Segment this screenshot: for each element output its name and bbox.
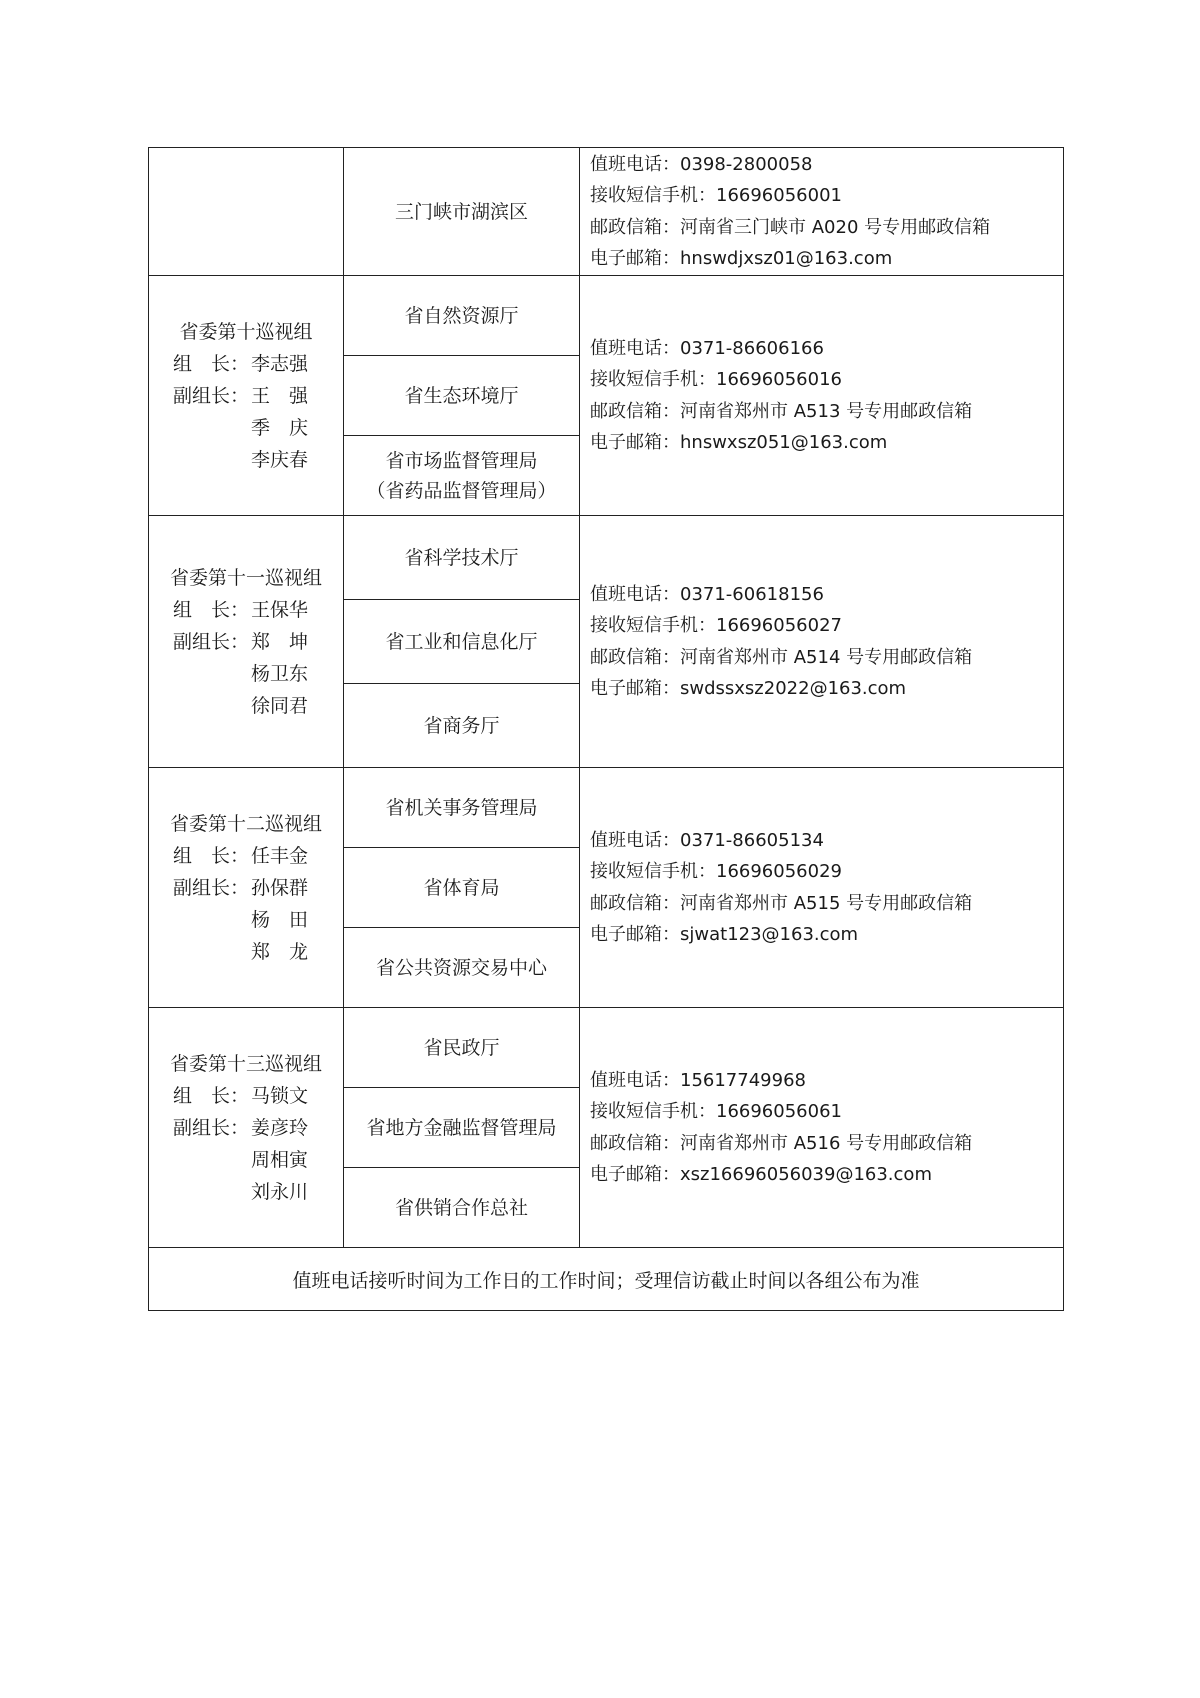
email-line xyxy=(590,673,1063,705)
duty-phone-label: 值班电话： xyxy=(590,153,680,175)
email-value: hnswxsz051@163.com xyxy=(680,432,888,453)
duty-phone-value: 0371-86605134 xyxy=(680,829,824,851)
sms-phone-label: 接收短信手机： xyxy=(590,615,716,636)
duty-phone-label: 值班电话： xyxy=(590,829,680,851)
email-label: 电子邮箱： xyxy=(590,678,680,699)
sms-phone-value: 16696056029 xyxy=(716,861,842,882)
postal-box-line xyxy=(590,212,1063,244)
deputy-label: 副组长： xyxy=(172,1116,249,1139)
deputy-name: 徐同君 xyxy=(251,694,309,717)
unit-cell xyxy=(344,148,580,276)
sms-phone-label: 接收短信手机： xyxy=(590,1101,716,1122)
email-line xyxy=(590,427,1063,459)
table-row xyxy=(149,516,1064,600)
unit-name: 省工业和信息化厅 xyxy=(385,630,538,653)
deputy-name: 李庆春 xyxy=(251,448,309,471)
contact-cell xyxy=(580,148,1064,276)
contact-cell xyxy=(580,1008,1064,1248)
unit-name: 省市场监督管理局 xyxy=(385,449,538,472)
deputy-name: 杨卫东 xyxy=(251,662,309,685)
table-row xyxy=(149,148,1064,276)
unit-name: 省地方金融监督管理局 xyxy=(366,1116,557,1139)
sms-phone-value: 16696056001 xyxy=(716,185,842,206)
duty-phone-label: 值班电话： xyxy=(590,337,680,359)
group-cell xyxy=(149,1008,344,1248)
group-cell xyxy=(149,516,344,768)
postal-box-value: 河南省郑州市 A513 号专用邮政信箱 xyxy=(680,400,973,422)
email-value: sjwat123@163.com xyxy=(680,924,859,945)
postal-box-line xyxy=(590,642,1063,674)
deputy-name: 孙保群 xyxy=(251,876,309,899)
sms-phone-value: 16696056061 xyxy=(716,1101,842,1122)
deputy-name: 郑 坤 xyxy=(251,630,309,653)
unit-name-alt: （省药品监督管理局） xyxy=(366,479,557,502)
inspection-schedule-table xyxy=(148,147,1064,1311)
duty-phone-label: 值班电话： xyxy=(590,583,680,605)
group-name: 省委第十一巡视组 xyxy=(169,566,322,589)
email-line xyxy=(590,243,1063,275)
leader-label: 组 长： xyxy=(172,1084,249,1107)
deputy-name: 刘永川 xyxy=(251,1180,309,1203)
deputy-name: 杨 田 xyxy=(251,908,309,931)
sms-phone-label: 接收短信手机： xyxy=(590,185,716,206)
unit-name: 省机关事务管理局 xyxy=(385,796,538,819)
unit-cell xyxy=(344,1088,580,1168)
duty-phone-line xyxy=(590,825,1063,857)
unit-cell xyxy=(344,1168,580,1248)
unit-cell xyxy=(344,768,580,848)
unit-cell xyxy=(344,276,580,356)
email-value: hnswdjxsz01@163.com xyxy=(680,248,893,269)
group-cell xyxy=(149,768,344,1008)
duty-phone-line xyxy=(590,1065,1063,1097)
group-name: 省委第十二巡视组 xyxy=(169,812,322,835)
unit-cell xyxy=(344,356,580,436)
unit-cell xyxy=(344,848,580,928)
duty-phone-line xyxy=(590,333,1063,365)
postal-box-label: 邮政信箱： xyxy=(590,1132,680,1154)
email-line xyxy=(590,919,1063,951)
table-row xyxy=(149,276,1064,356)
contact-cell xyxy=(580,276,1064,516)
deputy-label: 副组长： xyxy=(172,876,249,899)
group-name: 省委第十三巡视组 xyxy=(169,1052,322,1075)
unit-name: 省体育局 xyxy=(423,876,500,899)
leader-name: 任丰金 xyxy=(251,844,309,867)
sms-phone-line xyxy=(590,1096,1063,1128)
postal-box-label: 邮政信箱： xyxy=(590,646,680,668)
sms-phone-label: 接收短信手机： xyxy=(590,861,716,882)
table-row xyxy=(149,1248,1064,1311)
leader-name: 马锁文 xyxy=(251,1084,309,1107)
sms-phone-line xyxy=(590,610,1063,642)
contact-cell xyxy=(580,768,1064,1008)
group-cell xyxy=(149,276,344,516)
sms-phone-line xyxy=(590,364,1063,396)
email-label: 电子邮箱： xyxy=(590,432,680,453)
sms-phone-label: 接收短信手机： xyxy=(590,369,716,390)
unit-name: 省自然资源厅 xyxy=(404,304,519,327)
unit-cell xyxy=(344,684,580,768)
email-label: 电子邮箱： xyxy=(590,1164,680,1185)
group-cell-empty xyxy=(149,148,344,276)
sms-phone-line xyxy=(590,180,1063,212)
unit-cell xyxy=(344,600,580,684)
leader-label: 组 长： xyxy=(172,844,249,867)
email-line xyxy=(590,1159,1063,1191)
postal-box-value: 河南省三门峡市 A020 号专用邮政信箱 xyxy=(680,216,991,238)
postal-box-value: 河南省郑州市 A514 号专用邮政信箱 xyxy=(680,646,973,668)
email-value: swdssxsz2022@163.com xyxy=(680,678,907,699)
duty-phone-label: 值班电话： xyxy=(590,1069,680,1091)
postal-box-value: 河南省郑州市 A516 号专用邮政信箱 xyxy=(680,1132,973,1154)
unit-cell xyxy=(344,436,580,516)
postal-box-line xyxy=(590,888,1063,920)
unit-cell xyxy=(344,516,580,600)
leader-name: 王保华 xyxy=(251,598,309,621)
email-value: xsz16696056039@163.com xyxy=(680,1164,932,1185)
duty-phone-value: 15617749968 xyxy=(680,1069,806,1091)
deputy-label: 副组长： xyxy=(172,384,249,407)
deputy-name: 王 强 xyxy=(251,384,309,407)
email-label: 电子邮箱： xyxy=(590,924,680,945)
unit-name: 省民政厅 xyxy=(423,1036,500,1059)
duty-phone-line xyxy=(590,149,1063,181)
footer-note: 值班电话接听时间为工作日的工作时间；受理信访截止时间以各组公布为准 xyxy=(149,1248,1064,1311)
postal-box-label: 邮政信箱： xyxy=(590,892,680,914)
duty-phone-value: 0398-2800058 xyxy=(680,153,813,175)
deputy-label: 副组长： xyxy=(172,630,249,653)
postal-box-value: 河南省郑州市 A515 号专用邮政信箱 xyxy=(680,892,973,914)
duty-phone-line xyxy=(590,579,1063,611)
duty-phone-value: 0371-60618156 xyxy=(680,583,824,605)
group-name: 省委第十巡视组 xyxy=(179,320,313,343)
duty-phone-value: 0371-86606166 xyxy=(680,337,824,359)
unit-name: 省生态环境厅 xyxy=(404,384,519,407)
table-row xyxy=(149,1008,1064,1088)
unit-name: 省科学技术厅 xyxy=(404,546,519,569)
deputy-name: 姜彦玲 xyxy=(251,1116,309,1139)
sms-phone-value: 16696056016 xyxy=(716,369,842,390)
postal-box-label: 邮政信箱： xyxy=(590,216,680,238)
leader-label: 组 长： xyxy=(172,352,249,375)
unit-name: 省供销合作总社 xyxy=(394,1196,528,1219)
postal-box-line xyxy=(590,396,1063,428)
email-label: 电子邮箱： xyxy=(590,248,680,269)
unit-name: 三门峡市湖滨区 xyxy=(394,200,528,223)
contact-cell xyxy=(580,516,1064,768)
sms-phone-value: 16696056027 xyxy=(716,615,842,636)
unit-name: 省商务厅 xyxy=(423,714,500,737)
table-row xyxy=(149,768,1064,848)
sms-phone-line xyxy=(590,856,1063,888)
postal-box-label: 邮政信箱： xyxy=(590,400,680,422)
unit-name: 省公共资源交易中心 xyxy=(375,956,547,979)
leader-label: 组 长： xyxy=(172,598,249,621)
deputy-name: 郑 龙 xyxy=(251,940,309,963)
deputy-name: 季 庆 xyxy=(251,416,309,439)
postal-box-line xyxy=(590,1128,1063,1160)
unit-cell xyxy=(344,928,580,1008)
deputy-name: 周相寅 xyxy=(251,1148,309,1171)
leader-name: 李志强 xyxy=(251,352,309,375)
unit-cell xyxy=(344,1008,580,1088)
